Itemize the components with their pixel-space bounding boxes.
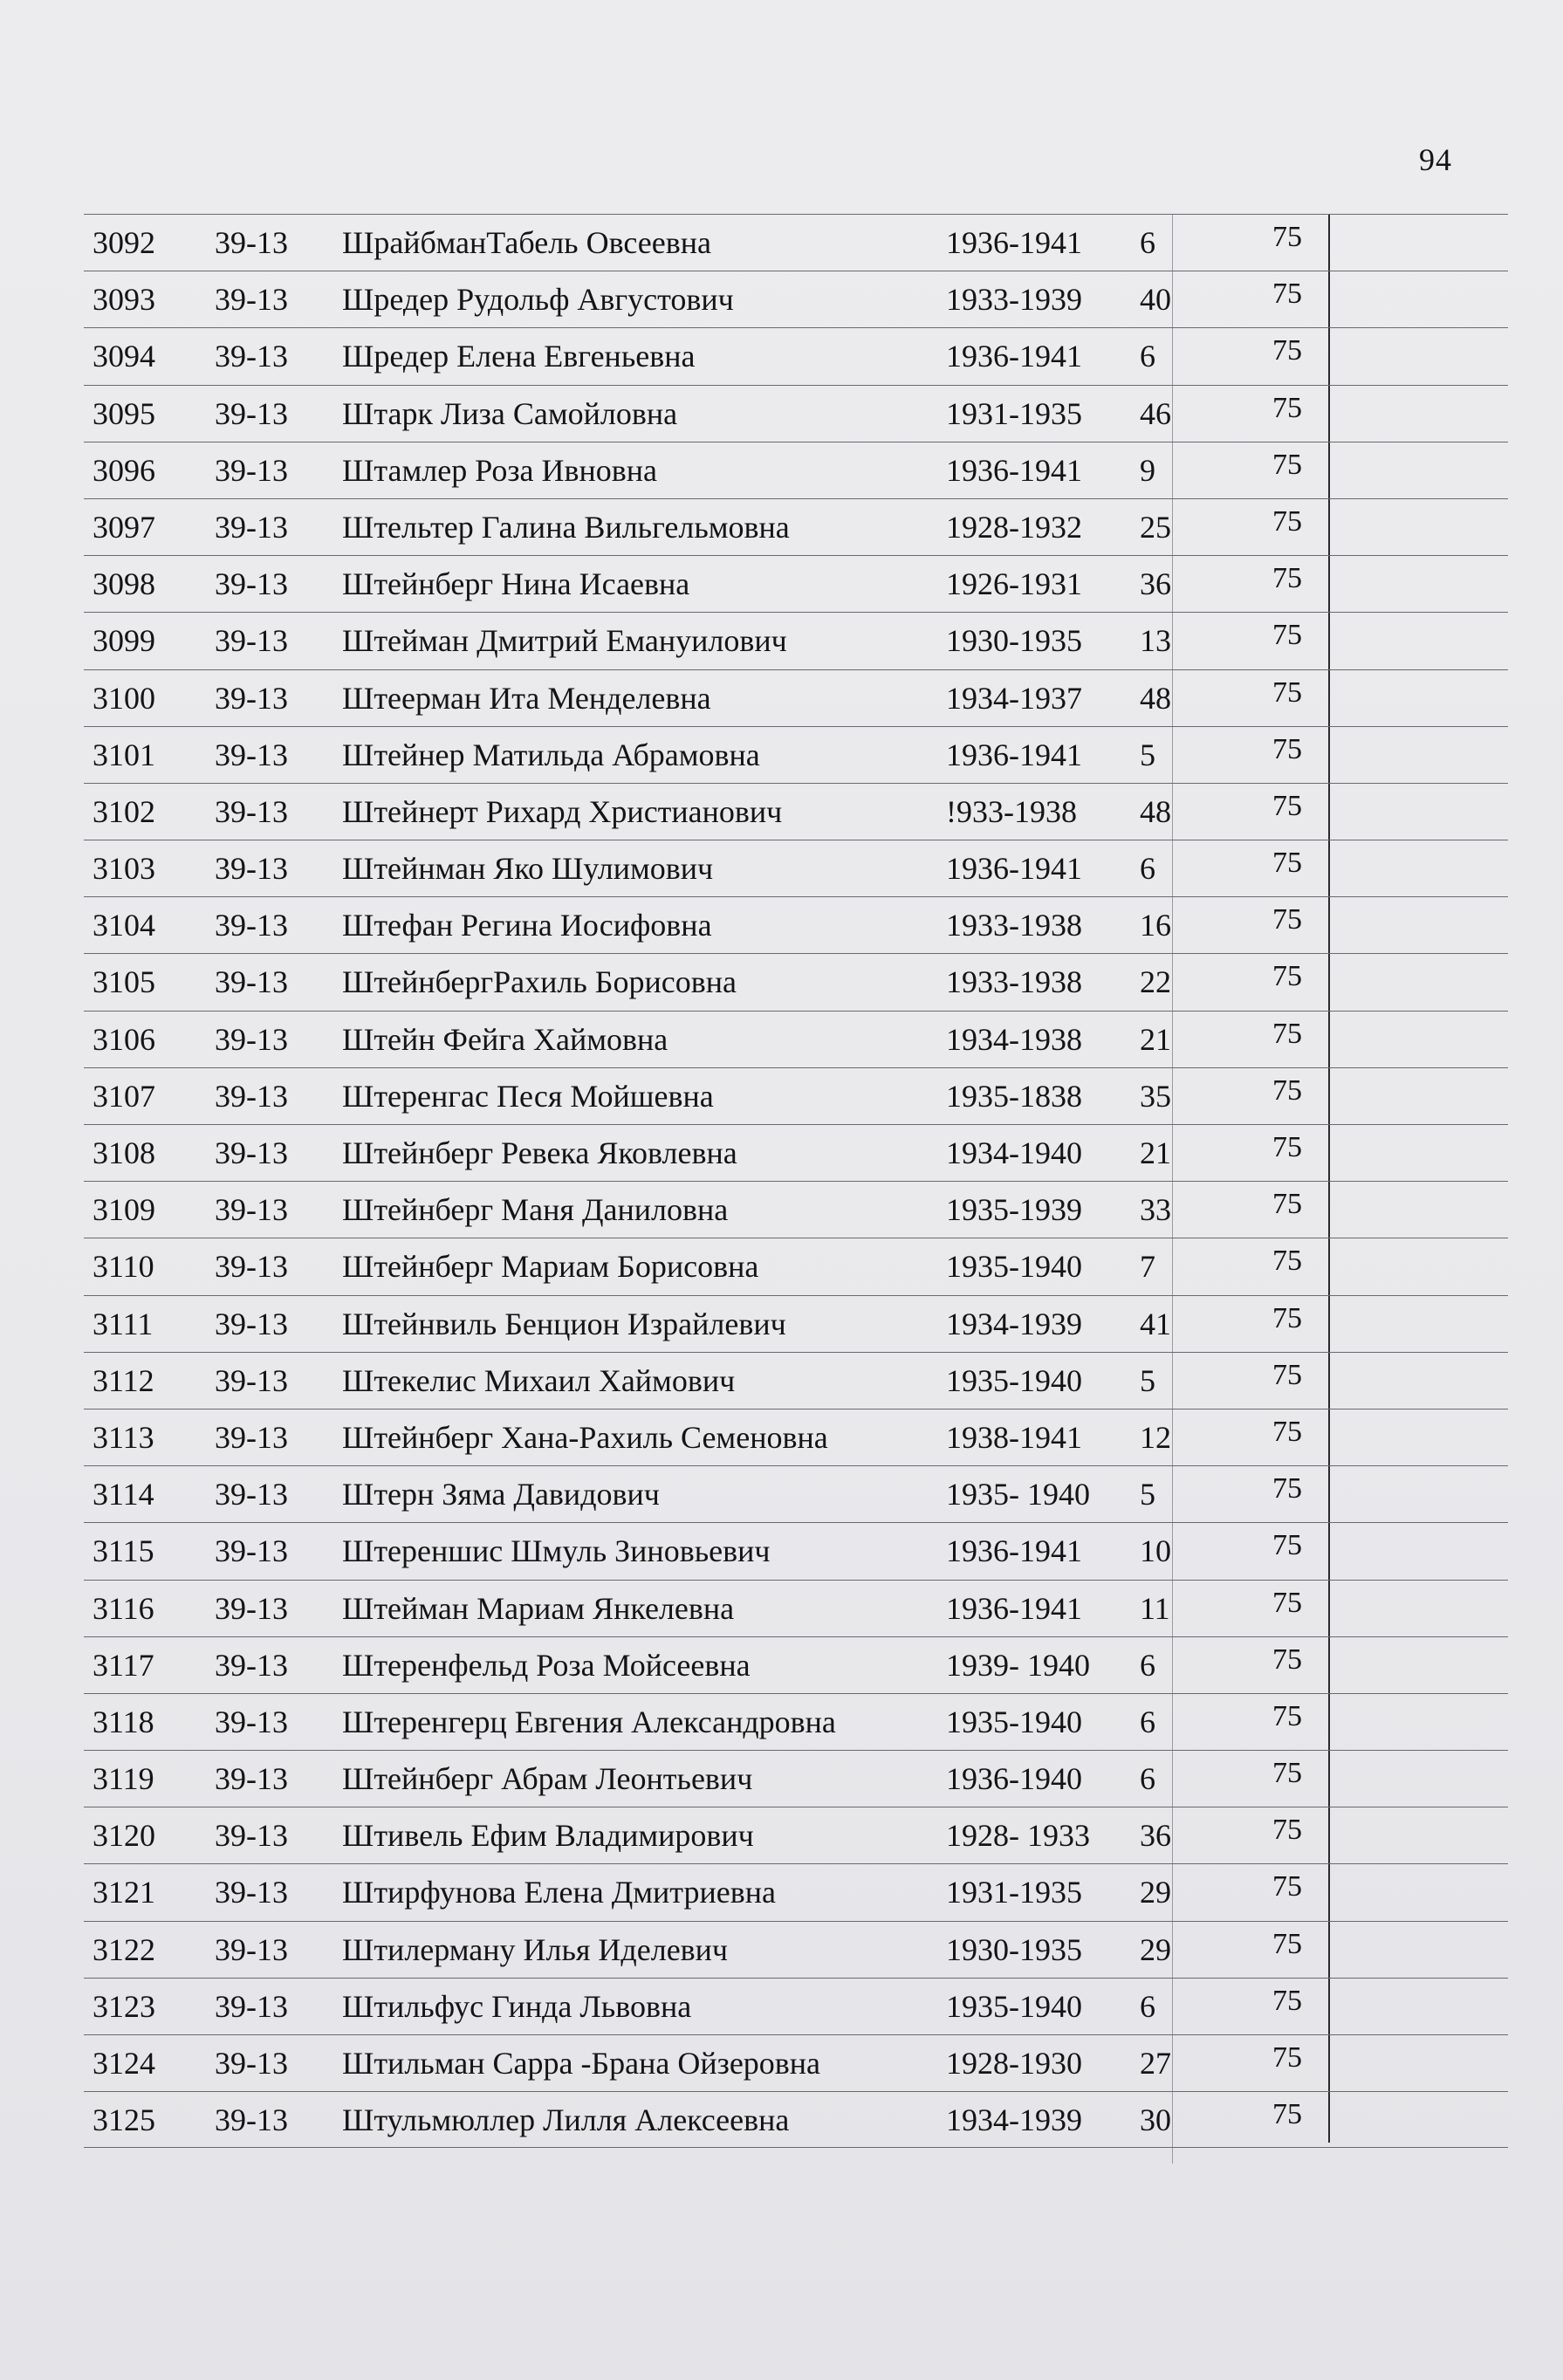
record-value: 75: [1272, 1643, 1302, 1676]
record-number: 3092: [93, 225, 155, 260]
record-years: 1935- 1940: [946, 1477, 1090, 1512]
record-code: 39-13: [215, 1419, 288, 1455]
table-row: [84, 1352, 1508, 1409]
record-count: 36: [1140, 1818, 1171, 1854]
table-row: [84, 1409, 1508, 1465]
person-name: Штейман Дмитрий Емануилович: [342, 623, 787, 659]
record-count: 25: [1140, 509, 1171, 545]
person-name: Штейнман Яко Шулимович: [342, 851, 714, 887]
record-number: 3119: [93, 1761, 154, 1797]
table-row: [84, 1067, 1508, 1124]
record-number: 3115: [93, 1533, 154, 1569]
table-row: [84, 669, 1508, 726]
record-number: 3109: [93, 1192, 155, 1228]
record-code: 39-13: [215, 1988, 288, 2024]
record-code: 39-13: [215, 1931, 288, 1967]
person-name: Штейнберг Мариам Борисовна: [342, 1249, 759, 1285]
record-value: 75: [1272, 1073, 1302, 1107]
record-value: 75: [1272, 789, 1302, 822]
record-years: 1936-1941: [946, 1533, 1082, 1569]
record-number: 3113: [93, 1419, 154, 1455]
record-years: 1928-1932: [946, 509, 1082, 545]
record-value: 75: [1272, 903, 1302, 936]
table-row: [84, 442, 1508, 498]
record-years: 1928- 1933: [946, 1818, 1090, 1854]
person-name: Штекелис Михаил Хаймович: [342, 1362, 736, 1398]
record-code: 39-13: [215, 1078, 288, 1114]
person-name: Шредер Елена Евгеньевна: [342, 339, 696, 374]
table-row: [84, 1238, 1508, 1294]
record-code: 39-13: [215, 1647, 288, 1683]
record-years: 1933-1938: [946, 964, 1082, 1000]
person-name: Штарк Лиза Самойловна: [342, 395, 678, 431]
record-count: 5: [1140, 1477, 1155, 1512]
record-number: 3120: [93, 1818, 155, 1854]
record-code: 39-13: [215, 1875, 288, 1910]
record-number: 3125: [93, 2102, 155, 2138]
person-name: Штейн Фейга Хаймовна: [342, 1021, 668, 1057]
record-value: 75: [1272, 391, 1302, 424]
record-number: 3102: [93, 793, 155, 829]
record-years: 1935-1940: [946, 1988, 1082, 2024]
person-name: Штереншис Шмуль Зиновьевич: [342, 1533, 771, 1569]
record-value: 75: [1272, 1131, 1302, 1163]
table-row: [84, 1750, 1508, 1807]
record-count: 9: [1140, 452, 1155, 488]
record-number: 3105: [93, 964, 155, 1000]
record-years: 1934-1937: [946, 680, 1082, 716]
record-code: 39-13: [215, 1192, 288, 1228]
record-years: 1935-1940: [946, 1362, 1082, 1398]
record-code: 39-13: [215, 1362, 288, 1398]
record-number: 3124: [93, 2046, 155, 2081]
record-code: 39-13: [215, 509, 288, 545]
record-value: 75: [1272, 1358, 1302, 1391]
person-name: Штилерману Илья Иделевич: [342, 1931, 729, 1967]
record-value: 75: [1272, 448, 1302, 481]
person-name: Штейнберг Нина Исаевна: [342, 566, 690, 602]
person-name: Шредер Рудольф Августович: [342, 282, 734, 318]
record-number: 3110: [93, 1249, 154, 1285]
record-count: 41: [1140, 1306, 1171, 1341]
record-count: 6: [1140, 1647, 1155, 1683]
record-number: 3096: [93, 452, 155, 488]
record-value: 75: [1272, 1017, 1302, 1050]
record-value: 75: [1272, 676, 1302, 709]
record-value: 75: [1272, 2041, 1302, 2074]
record-number: 3101: [93, 737, 155, 772]
record-years: 1936-1941: [946, 851, 1082, 887]
record-count: 35: [1140, 1078, 1171, 1114]
record-value: 75: [1272, 562, 1302, 595]
person-name: ШрайбманТабель Овсеевна: [342, 225, 711, 260]
record-years: 1933-1938: [946, 908, 1082, 943]
record-value: 75: [1272, 847, 1302, 880]
record-count: 6: [1140, 225, 1155, 260]
record-count: 46: [1140, 395, 1171, 431]
record-count: 21: [1140, 1135, 1171, 1170]
record-count: 48: [1140, 793, 1171, 829]
record-code: 39-13: [215, 1704, 288, 1739]
table-row: [84, 1124, 1508, 1181]
table-row: [84, 555, 1508, 612]
table-row: [84, 1580, 1508, 1636]
record-value: 75: [1272, 1415, 1302, 1448]
records-table: [84, 214, 1508, 2148]
record-code: 39-13: [215, 1533, 288, 1569]
record-number: 3111: [93, 1306, 154, 1341]
person-name: Штейнберг Ревека Яковлевна: [342, 1135, 737, 1170]
record-value: 75: [1272, 960, 1302, 993]
person-name: Штефан Регина Иосифовна: [342, 908, 712, 943]
record-code: 39-13: [215, 1306, 288, 1341]
record-years: 1936-1941: [946, 225, 1082, 260]
record-count: 48: [1140, 680, 1171, 716]
table-row: [84, 1522, 1508, 1579]
table-row: [84, 271, 1508, 327]
record-count: 22: [1140, 964, 1171, 1000]
record-value: 75: [1272, 1245, 1302, 1278]
person-name: ШтейнбергРахиль Борисовна: [342, 964, 737, 1000]
record-years: 1936-1941: [946, 1590, 1082, 1626]
table-row: [84, 327, 1508, 384]
person-name: Штильфус Гинда Львовна: [342, 1988, 692, 2024]
record-value: 75: [1272, 1699, 1302, 1732]
record-number: 3112: [93, 1362, 154, 1398]
table-row: [84, 840, 1508, 896]
record-value: 75: [1272, 1814, 1302, 1847]
record-code: 39-13: [215, 339, 288, 374]
record-count: 6: [1140, 851, 1155, 887]
record-code: 39-13: [215, 452, 288, 488]
record-count: 5: [1140, 1362, 1155, 1398]
record-count: 6: [1140, 339, 1155, 374]
person-name: Штейнвиль Бенцион Израйлевич: [342, 1306, 786, 1341]
record-count: 27: [1140, 2046, 1171, 2081]
record-count: 33: [1140, 1192, 1171, 1228]
table-row: [84, 214, 1508, 271]
record-value: 75: [1272, 1984, 1302, 2017]
record-value: 75: [1272, 1529, 1302, 1562]
record-count: 29: [1140, 1875, 1171, 1910]
record-count: 40: [1140, 282, 1171, 318]
record-code: 39-13: [215, 851, 288, 887]
table-row: [84, 896, 1508, 953]
record-code: 39-13: [215, 395, 288, 431]
record-number: 3094: [93, 339, 155, 374]
table-row: [84, 1978, 1508, 2034]
record-count: 12: [1140, 1419, 1171, 1455]
table-row: [84, 1011, 1508, 1067]
person-name: Штульмюллер Лилля Алексеевна: [342, 2102, 790, 2138]
record-number: 3099: [93, 623, 155, 659]
record-years: 1930-1935: [946, 1931, 1082, 1967]
table-row: [84, 1636, 1508, 1693]
record-number: 3123: [93, 1988, 155, 2024]
record-value: 75: [1272, 2098, 1302, 2131]
record-code: 39-13: [215, 623, 288, 659]
record-years: 1935-1838: [946, 1078, 1082, 1114]
record-code: 39-13: [215, 1761, 288, 1797]
record-value: 75: [1272, 504, 1302, 538]
record-count: 11: [1140, 1590, 1170, 1626]
table-row: [84, 1693, 1508, 1750]
record-count: 29: [1140, 1931, 1171, 1967]
record-years: 1934-1940: [946, 1135, 1082, 1170]
record-count: 16: [1140, 908, 1171, 943]
record-value: 75: [1272, 1301, 1302, 1334]
record-count: 6: [1140, 1761, 1155, 1797]
record-value: 75: [1272, 732, 1302, 765]
record-years: 1936-1941: [946, 737, 1082, 772]
record-years: 1926-1931: [946, 566, 1082, 602]
record-code: 39-13: [215, 566, 288, 602]
table-row: [84, 783, 1508, 840]
record-count: 13: [1140, 623, 1171, 659]
record-years: 1934-1939: [946, 1306, 1082, 1341]
record-years: 1930-1935: [946, 623, 1082, 659]
record-number: 3122: [93, 1931, 155, 1967]
record-years: 1935-1940: [946, 1704, 1082, 1739]
table-row: [84, 953, 1508, 1010]
record-years: 1931-1935: [946, 395, 1082, 431]
record-years: !933-1938: [946, 793, 1077, 829]
record-number: 3104: [93, 908, 155, 943]
record-years: 1936-1941: [946, 452, 1082, 488]
table-row: [84, 498, 1508, 555]
record-number: 3093: [93, 282, 155, 318]
record-code: 39-13: [215, 964, 288, 1000]
record-code: 39-13: [215, 225, 288, 260]
record-value: 75: [1272, 1586, 1302, 1619]
record-years: 1934-1939: [946, 2102, 1082, 2138]
record-code: 39-13: [215, 793, 288, 829]
table-row: [84, 612, 1508, 669]
record-years: 1934-1938: [946, 1021, 1082, 1057]
record-value: 75: [1272, 1757, 1302, 1790]
person-name: Штеерман Ита Менделевна: [342, 680, 711, 716]
table-row: [84, 1807, 1508, 1863]
table-row: [84, 1921, 1508, 1978]
table-row: [84, 726, 1508, 783]
record-code: 39-13: [215, 1135, 288, 1170]
record-number: 3118: [93, 1704, 154, 1739]
person-name: Штамлер Роза Ивновна: [342, 452, 658, 488]
record-years: 1936-1940: [946, 1761, 1082, 1797]
record-code: 39-13: [215, 1477, 288, 1512]
record-count: 6: [1140, 1704, 1155, 1739]
record-number: 3117: [93, 1647, 154, 1683]
record-number: 3097: [93, 509, 155, 545]
person-name: Штейнберг Хана-Рахиль Семеновна: [342, 1419, 828, 1455]
person-name: Штеренгерц Евгения Александровна: [342, 1704, 836, 1739]
record-code: 39-13: [215, 1590, 288, 1626]
record-number: 3108: [93, 1135, 155, 1170]
record-years: 1928-1930: [946, 2046, 1082, 2081]
record-code: 39-13: [215, 908, 288, 943]
record-years: 1935-1940: [946, 1249, 1082, 1285]
record-number: 3121: [93, 1875, 155, 1910]
record-code: 39-13: [215, 737, 288, 772]
record-count: 6: [1140, 1988, 1155, 2024]
record-count: 30: [1140, 2102, 1171, 2138]
record-years: 1935-1939: [946, 1192, 1082, 1228]
table-row: [84, 2034, 1508, 2091]
record-count: 21: [1140, 1021, 1171, 1057]
record-count: 7: [1140, 1249, 1155, 1285]
record-number: 3095: [93, 395, 155, 431]
record-number: 3107: [93, 1078, 155, 1114]
person-name: Штивель Ефим Владимирович: [342, 1818, 754, 1854]
record-code: 39-13: [215, 1818, 288, 1854]
person-name: Штейнер Матильда Абрамовна: [342, 737, 760, 772]
record-value: 75: [1272, 334, 1302, 367]
record-value: 75: [1272, 1188, 1302, 1221]
person-name: Штильман Сарра -Брана Ойзеровна: [342, 2046, 821, 2081]
record-years: 1939- 1940: [946, 1647, 1090, 1683]
record-number: 3103: [93, 851, 155, 887]
record-years: 1933-1939: [946, 282, 1082, 318]
table-row: [84, 1181, 1508, 1238]
table-row: [84, 385, 1508, 442]
record-count: 36: [1140, 566, 1171, 602]
record-years: 1931-1935: [946, 1875, 1082, 1910]
record-code: 39-13: [215, 2046, 288, 2081]
person-name: Штейнерт Рихард Христианович: [342, 793, 783, 829]
table-row: [84, 1465, 1508, 1522]
person-name: Штирфунова Елена Дмитриевна: [342, 1875, 776, 1910]
record-value: 75: [1272, 619, 1302, 652]
table-row: [84, 1295, 1508, 1352]
table-row: [84, 1863, 1508, 1920]
record-count: 10: [1140, 1533, 1171, 1569]
record-code: 39-13: [215, 1249, 288, 1285]
record-code: 39-13: [215, 1021, 288, 1057]
record-value: 75: [1272, 278, 1302, 311]
record-value: 75: [1272, 221, 1302, 253]
record-years: 1938-1941: [946, 1419, 1082, 1455]
record-number: 3098: [93, 566, 155, 602]
page-number: 94: [1419, 142, 1452, 177]
record-years: 1936-1941: [946, 339, 1082, 374]
person-name: Штельтер Галина Вильгельмовна: [342, 509, 790, 545]
record-value: 75: [1272, 1927, 1302, 1960]
person-name: Штеренгас Песя Мойшевна: [342, 1078, 714, 1114]
record-value: 75: [1272, 1870, 1302, 1903]
record-count: 5: [1140, 737, 1155, 772]
record-value: 75: [1272, 1472, 1302, 1506]
record-code: 39-13: [215, 282, 288, 318]
person-name: Штейман Мариам Янкелевна: [342, 1590, 735, 1626]
record-number: 3106: [93, 1021, 155, 1057]
person-name: Штейнберг Маня Даниловна: [342, 1192, 729, 1228]
record-code: 39-13: [215, 680, 288, 716]
table-row: [84, 2091, 1508, 2148]
record-code: 39-13: [215, 2102, 288, 2138]
person-name: Штерн Зяма Давидович: [342, 1477, 660, 1512]
person-name: Штейнберг Абрам Леонтьевич: [342, 1761, 753, 1797]
record-number: 3116: [93, 1590, 154, 1626]
record-number: 3114: [93, 1477, 154, 1512]
person-name: Штеренфельд Роза Мойсеевна: [342, 1647, 751, 1683]
record-number: 3100: [93, 680, 155, 716]
